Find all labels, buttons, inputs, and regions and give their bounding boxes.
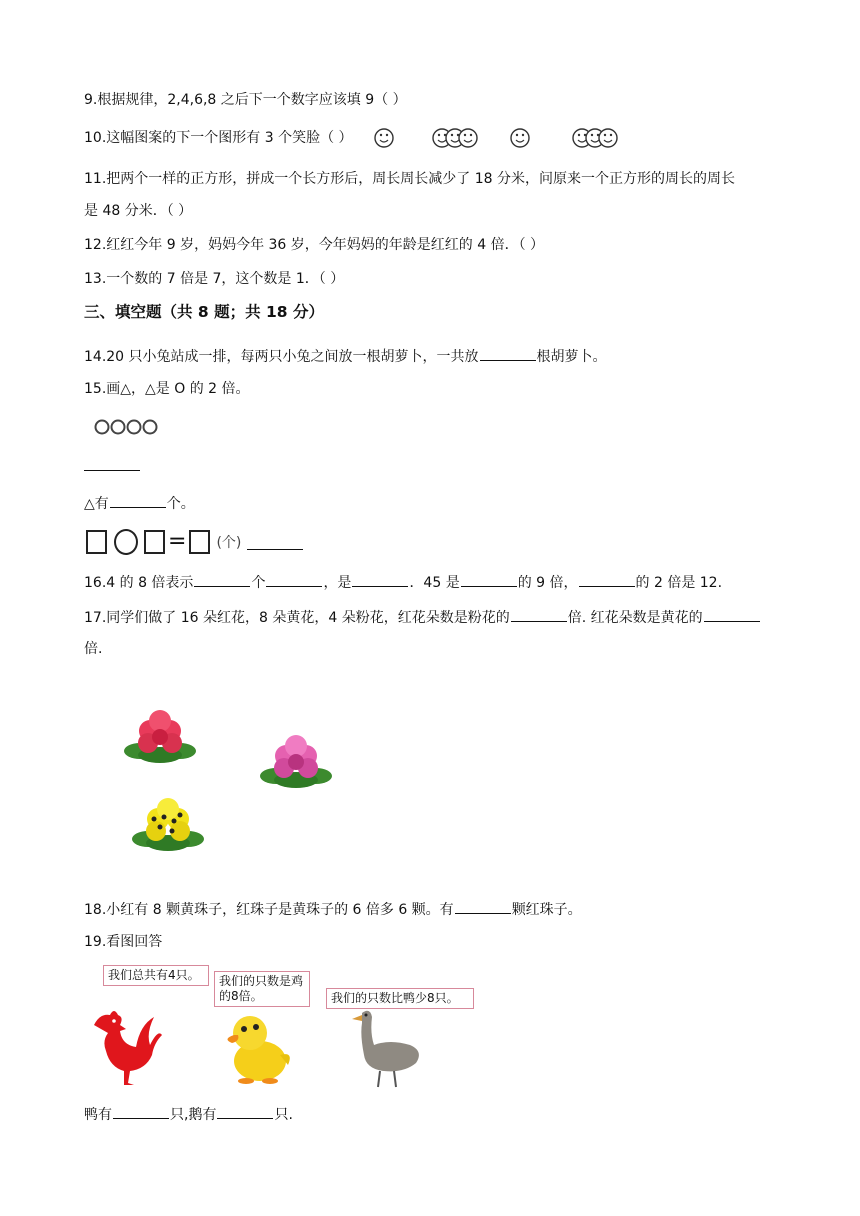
answer-blank[interactable]: [704, 607, 760, 622]
animal-illustration: [80, 985, 440, 1090]
question-17-line-2: 倍.: [84, 641, 103, 657]
question-19-answer: [84, 1104, 293, 1125]
flower-illustration: [120, 705, 360, 865]
triangle-count-line: [84, 493, 195, 514]
question-16-part: 16.4 的 8 倍表示: [84, 575, 194, 591]
question-17-line-1: [84, 607, 761, 628]
answer-blank[interactable]: [511, 607, 567, 622]
duck-icon: [227, 1016, 289, 1084]
answer-blank[interactable]: [266, 572, 322, 587]
question-19: 19.看图回答: [84, 934, 163, 950]
question-19-part: 鸭有: [84, 1107, 112, 1123]
square-box-icon[interactable]: [86, 530, 107, 554]
speech-bubble-duck: 我们的只数是鸡的8倍。: [214, 971, 310, 1007]
smiley-face-icon: [375, 129, 393, 147]
question-16-part: 的 9 倍，: [517, 575, 578, 591]
equation-row: [86, 527, 303, 557]
question-17-part: 倍. 红花朵数是黄花的: [567, 610, 703, 626]
speech-bubble-goose: 我们的只数比鸭少8只。: [326, 988, 474, 1009]
answer-blank[interactable]: [461, 572, 517, 587]
circle-row: [94, 416, 164, 438]
question-14-suffix: 根胡萝卜。: [536, 349, 607, 365]
drawing-blank[interactable]: [84, 470, 140, 471]
answer-blank[interactable]: [113, 1104, 169, 1119]
question-18-suffix: 颗红珠子。: [511, 902, 582, 918]
question-12: 12.红红今年 9 岁，妈妈今年 36 岁，今年妈妈的年龄是红红的 4 倍．（ ）: [84, 237, 545, 253]
rooster-icon: [94, 1011, 162, 1085]
circle-shape-icon: [96, 421, 109, 434]
triangle-suffix: 个。: [166, 496, 195, 512]
smiley-pattern: [370, 122, 630, 154]
smiley-face-icon: [599, 129, 617, 147]
answer-blank[interactable]: [217, 1104, 273, 1119]
question-16-part: ．45 是: [409, 575, 460, 591]
question-9: 9.根据规律，2,4,6,8 之后下一个数字应该填 9（ ）: [84, 92, 407, 108]
question-19-part: 只.: [274, 1107, 293, 1123]
answer-blank[interactable]: [194, 572, 250, 587]
question-10-text: 10.这幅图案的下一个图形有 3 个笑脸（ ）: [84, 130, 353, 146]
goose-icon: [352, 1011, 419, 1087]
answer-blank[interactable]: [247, 535, 303, 550]
question-15: 15.画△，△是 O 的 2 倍。: [84, 381, 250, 397]
question-14: [84, 346, 607, 367]
smiley-face-icon: [459, 129, 477, 147]
question-18: [84, 899, 582, 920]
section-title: 三、填空题（共 8 题；共 18 分）: [84, 303, 324, 321]
red-flower-icon: [124, 710, 196, 763]
triangle-prefix: △有: [84, 496, 109, 512]
question-19-part: 只,鹅有: [170, 1107, 217, 1123]
circle-shape-icon: [112, 421, 125, 434]
question-10: [84, 128, 353, 148]
question-16-part: 个: [251, 575, 266, 591]
smiley-face-icon: [511, 129, 529, 147]
answer-blank[interactable]: [579, 572, 635, 587]
yellow-flower-icon: [132, 798, 204, 851]
question-14-text: 14.20 只小兔站成一排，每两只小兔之间放一根胡萝卜，一共放: [84, 349, 479, 365]
pink-flower-icon: [260, 735, 332, 788]
answer-blank[interactable]: [480, 346, 536, 361]
unit-label: (个): [216, 535, 242, 551]
speech-bubble-rooster: 我们总共有4只。: [103, 965, 209, 986]
question-11-line-1: 11.把两个一样的正方形，拼成一个长方形后，周长周长减少了 18 分米，问原来一个正方形的周长的周长: [84, 171, 735, 187]
question-17-part: 17.同学们做了 16 朵红花，8 朵黄花，4 朵粉花，红花朵数是粉花的: [84, 610, 510, 626]
answer-blank[interactable]: [455, 899, 511, 914]
circle-shape-icon: [128, 421, 141, 434]
result-box-icon[interactable]: [189, 530, 210, 554]
equals-sign: =: [168, 529, 187, 554]
circle-shape-icon: [144, 421, 157, 434]
question-11-line-2: 是 48 分米．（ ）: [84, 203, 193, 219]
answer-blank[interactable]: [110, 493, 166, 508]
square-box-icon[interactable]: [144, 530, 165, 554]
question-16-part: 的 2 倍是 12.: [635, 575, 723, 591]
question-18-text: 18.小红有 8 颗黄珠子，红珠子是黄珠子的 6 倍多 6 颗。有: [84, 902, 454, 918]
circle-box-icon[interactable]: [114, 529, 138, 555]
question-16: [84, 572, 722, 593]
answer-blank[interactable]: [352, 572, 408, 587]
question-16-part: ，是: [323, 575, 352, 591]
question-13: 13.一个数的 7 倍是 7，这个数是 1．（ ）: [84, 271, 345, 287]
